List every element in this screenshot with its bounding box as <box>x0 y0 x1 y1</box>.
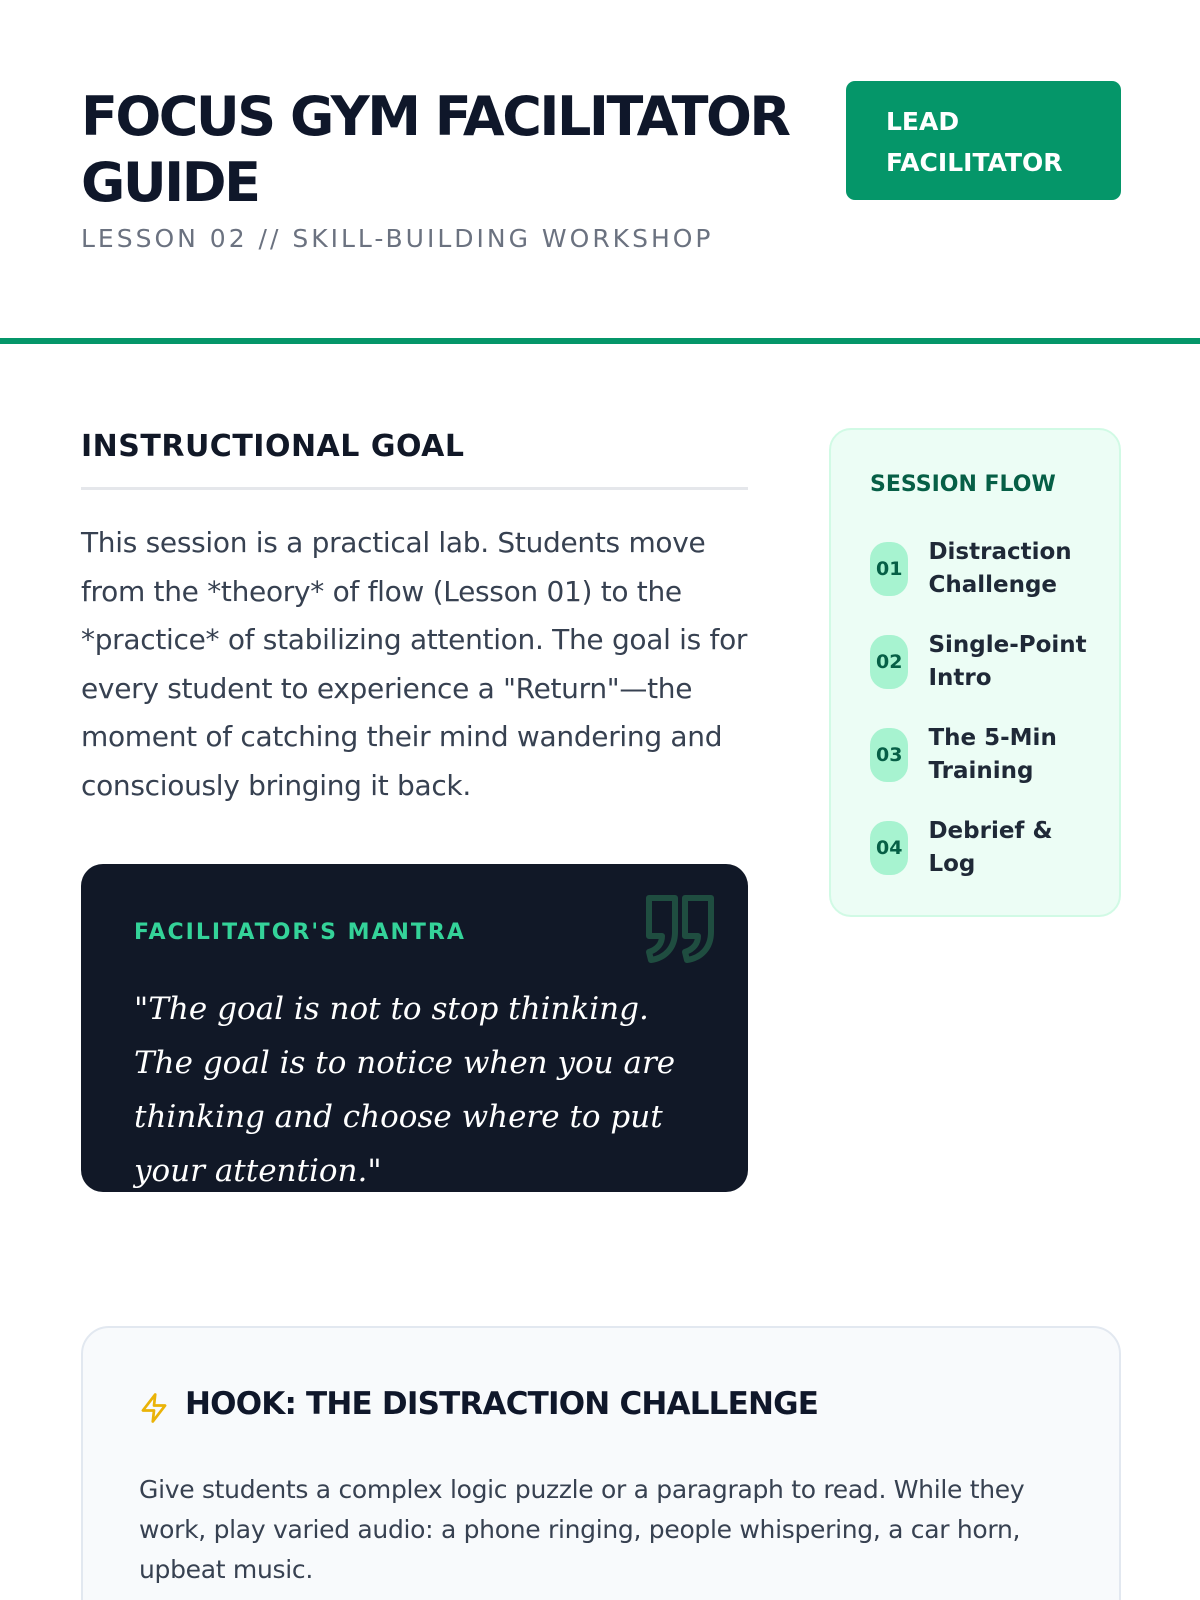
session-flow-panel <box>829 428 1121 917</box>
goal-heading: INSTRUCTIONAL GOAL <box>81 429 748 490</box>
flow-item <box>870 722 1088 788</box>
flow-item-label: Single-Point Intro <box>928 632 1087 691</box>
hook-card <box>81 1326 1121 1600</box>
flow-item-number: 01 <box>870 542 908 596</box>
goal-body: This session is a practical lab. Students move from the *theory* of flow (Lesson 01) to the *practice* of stabilizing attention. The goal is for every student to experience a "Return"—the moment of catching their mind wandering and consciously bringing it back. <box>81 526 748 802</box>
mantra-quote: "The goal is not to stop thinking. The goal is to notice when you are thinking and choose where to put your attention." <box>134 991 676 1189</box>
hook-body: Give students a complex logic puzzle or a paragraph to read. While they work, play varied audio: a phone ringing, people whispering, a car horn, upbeat music. <box>139 1475 1025 1584</box>
flow-item-number: 02 <box>870 635 908 689</box>
session-flow-title: SESSION FLOW <box>870 472 1056 497</box>
flow-item <box>870 536 1088 602</box>
role-badge: LEAD FACILITATOR <box>846 81 1121 200</box>
quote-icon <box>645 894 715 964</box>
page-subtitle: LESSON 02 // SKILL-BUILDING WORKSHOP <box>81 224 714 253</box>
flow-item <box>870 629 1088 695</box>
hook-title: HOOK: THE DISTRACTION CHALLENGE <box>185 1386 819 1422</box>
mantra-card <box>81 864 748 1192</box>
mantra-label: FACILITATOR'S MANTRA <box>134 920 466 945</box>
flow-item-number: 04 <box>870 821 908 875</box>
flow-item-label: Distraction Challenge <box>928 539 1072 598</box>
flow-item-label: Debrief & Log <box>928 818 1053 877</box>
flow-item <box>870 815 1088 881</box>
page-title: FOCUS GYM FACILITATOR GUIDE <box>81 85 789 214</box>
flow-item-label: The 5-Min Training <box>928 725 1057 784</box>
page-header <box>0 0 1200 344</box>
lightning-icon <box>139 1392 169 1424</box>
flow-item-number: 03 <box>870 728 908 782</box>
